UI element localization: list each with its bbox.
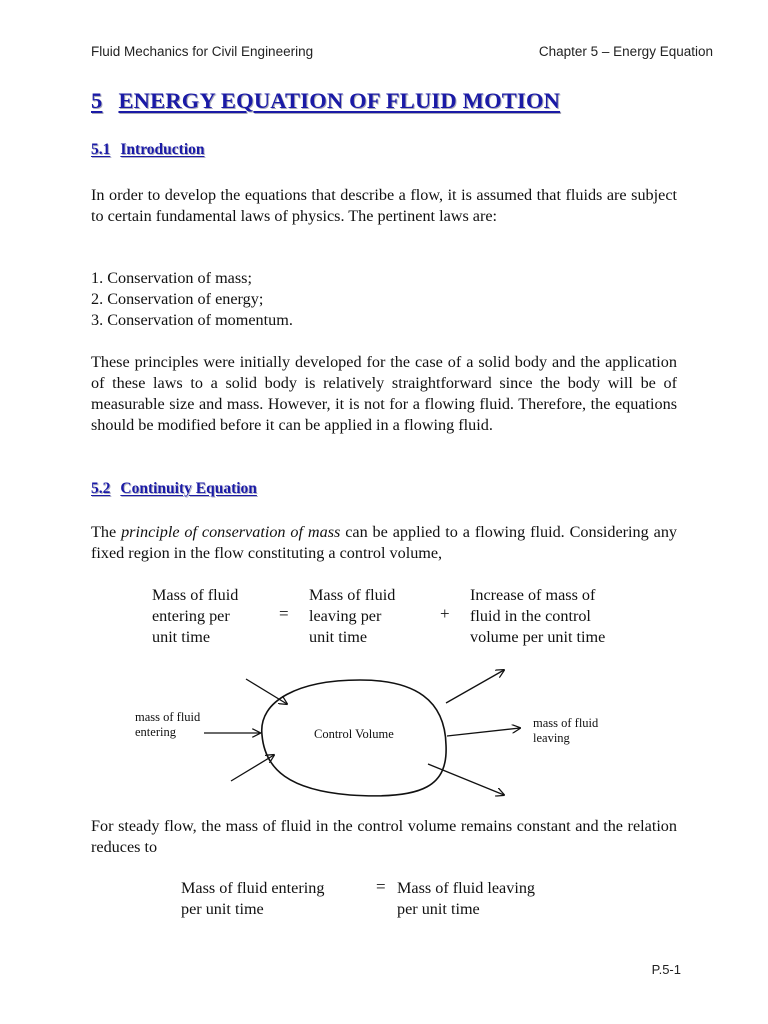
list-item: 2. Conservation of energy;: [91, 290, 264, 308]
para-text: can be applied to a flowing fluid. Considering any fixed region in the flow constituting a control volume,: [91, 523, 678, 562]
steady-flow-paragraph: For steady flow, the mass of fluid in the control volume remains constant and the relation reduces to: [91, 817, 677, 856]
chapter-number: 5: [91, 88, 103, 113]
section-heading-text: Introduction: [120, 141, 205, 158]
label-line: entering: [135, 725, 176, 739]
term-line: Mass of fluid leaving: [397, 879, 536, 897]
outflow-arrow-bottom: [428, 764, 504, 795]
intro-paragraph-1: In order to develop the equations that describe a flow, it is assumed that fluids are subject to certain fundamental laws of physics. The pertinent laws are:: [91, 186, 677, 225]
outflow-arrow-middle: [447, 728, 520, 736]
list-item: 3. Conservation of momentum.: [91, 311, 293, 329]
term-line: leaving per: [309, 607, 382, 625]
page-number: P.5-1: [651, 962, 681, 977]
steady-eq-left: [181, 878, 324, 920]
inflow-arrow-bottom: [231, 755, 274, 781]
running-header-left: Fluid Mechanics for Civil Engineering: [91, 44, 314, 59]
entering-label: [135, 710, 200, 740]
term-line: Mass of fluid entering: [181, 879, 325, 897]
label-line: mass of fluid: [533, 716, 599, 730]
para-italic-term: principle of conservation of mass: [121, 523, 341, 541]
term-line: Mass of fluid: [152, 586, 239, 604]
inflow-arrow-top: [246, 679, 287, 704]
label-line: mass of fluid: [135, 710, 201, 724]
outflow-arrow-top: [446, 670, 504, 703]
leaving-label: [533, 716, 598, 746]
term-line: Mass of fluid: [309, 586, 396, 604]
term-line: entering per: [152, 607, 230, 625]
term-line: per unit time: [181, 900, 264, 918]
equals-sign: =: [279, 604, 289, 623]
section-number: 5.1: [91, 141, 111, 158]
term-line: Increase of mass of: [470, 586, 596, 604]
section-heading-text: Continuity Equation: [120, 480, 257, 497]
term-line: fluid in the control: [470, 607, 591, 625]
intro-paragraph-2: These principles were initially developed for the case of a solid body and the application of these laws to a solid body is relatively straightforward since the body will be of measurable size and mass. However, it is not for a flowing fluid. Therefore, the equations should be modified before it can be applied in a flowing fluid.: [91, 353, 677, 434]
term-line: per unit time: [397, 900, 480, 918]
running-header-right: Chapter 5 – Energy Equation: [538, 44, 713, 59]
term-line: volume per unit time: [470, 628, 606, 646]
steady-eq-right: [397, 878, 535, 920]
para-text: The: [91, 523, 122, 541]
plus-sign: +: [440, 604, 450, 623]
term-line: unit time: [309, 628, 367, 646]
steady-equals-sign: =: [376, 877, 386, 896]
chapter-title-text: ENERGY EQUATION OF FLUID MOTION: [118, 88, 561, 113]
control-volume-label: Control Volume: [314, 727, 394, 741]
section-number: 5.2: [91, 480, 111, 497]
label-line: leaving: [533, 731, 570, 745]
term-line: unit time: [152, 628, 210, 646]
list-item: 1. Conservation of mass;: [91, 269, 252, 287]
